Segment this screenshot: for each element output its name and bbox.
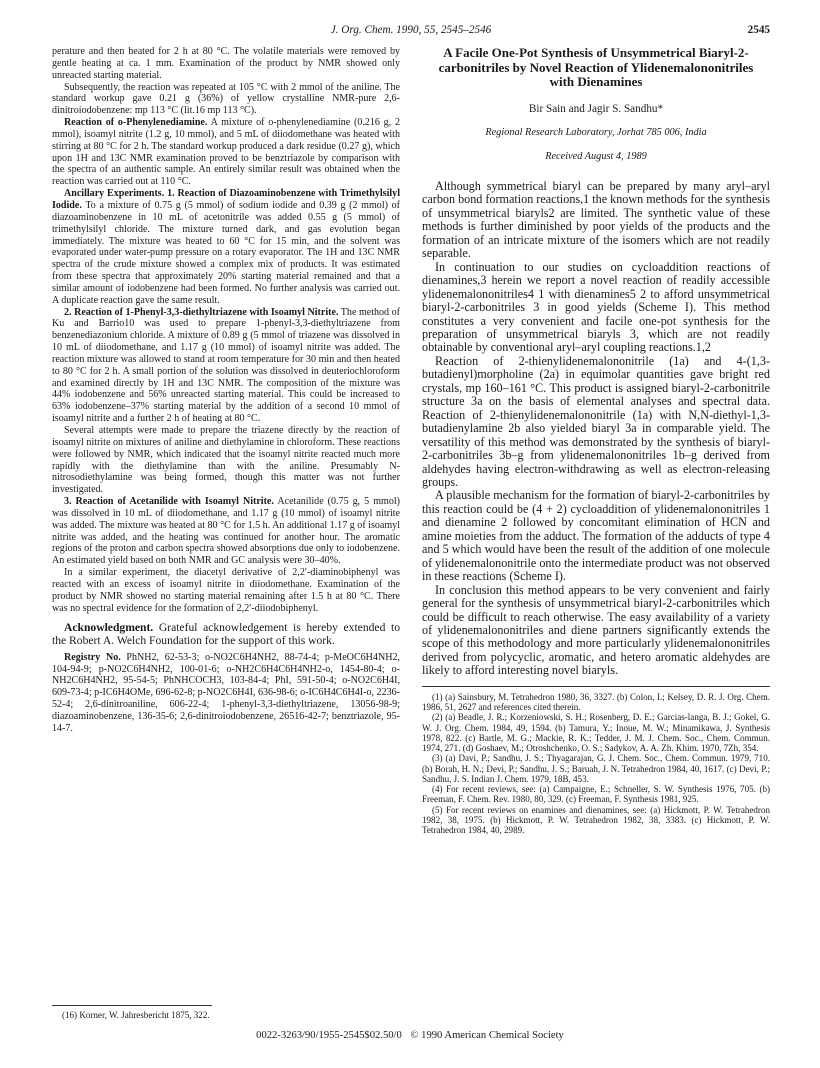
section-heading: 2. Reaction of 1-Phenyl-3,3-diethyltriazene with Isoamyl Nitrite. [64, 306, 339, 318]
page-number: 2545 [747, 24, 770, 36]
paragraph: Reaction of 2-thienylidenemalononitrile (1a) and 4-(1,3-butadienyl)morpholine (2a) in equimolar quantities gave bright red crystals, mp 160–161 °C. This product is assigned biaryl-2-carbonitrile structure 3a on the basis of elemental analyses and spectral data. Reaction of 2-thienylidenemalononitrile (1a) with N,N-diethyl-1,3-butadienylamine 2b also yielded biaryl 3a in comparable yield. The versatility of this method was demonstrated by the synthesis of biaryl-2-carbonitriles 3b–g from ylidenemalononitriles 1b–g derived from aldehydes having electron-withdrawing as well as electron-releasing groups. [422, 353, 770, 489]
section-text: To a mixture of 0.75 g (5 mmol) of sodium iodide and 0.39 g (2 mmol) of diazoaminobenzene in 10 mL of acetonitrile was added 0.55 g (5 mmol) of trimethylsilyl chloride. The mixture turned dark, and gas evolution began immediately. The mixture was heated to 60 °C for 15 min, and the solvent was evaporated under water-pump pressure on a rotary evaporator. The 1H and 13C NMR spectra of the crude mixture showed a complex mix of products. It was estimated from these spectra that approximately 20% starting material remained and that a similar amount of iodobenzene had been formed. No further analysis was carried out. A duplicate reaction gave the same result. [52, 199, 400, 306]
authors: Bir Sain and Jagir S. Sandhu* [528, 102, 664, 115]
footnote: (2) (a) Beadle, J. R.; Korzeniowski, S. H.; Rosenberg, D. E.; Garcias-langa, B. J.; Gokel, G. W. J. Org. Chem. 1984, 49, 1594. (b) Tamura, Y.; Inoue, M. W.; Minamikawa, J. Synthesis 1978, 822. (c) Bartle, M. G.; Mackie, R. K.; Tedder, J. M. J. Chem. Soc., Chem. Commun. 1974, 271. (d) Goshaev, M.; Otroshchenko, O. S.; Sadykov, A. A. Zh. Khim. 1970, 7Zh, 354. [422, 712, 770, 754]
section-heading: 3. Reaction of Acetanilide with Isoamyl Nitrite. [64, 496, 274, 508]
paragraph: Several attempts were made to prepare the triazene directly by the reaction of isoamyl nitrite on mixtures of aniline and diethylamine in chloroform. These reactions were followed by NMR, which indicated that the isoamyl nitrite reacted much more rapidly with the diethylamine than with the aniline. Presumably N-nitrosodiethylamine was being formed, though this matter was not further investigated. [52, 425, 400, 496]
left-footnote-area [52, 1005, 400, 1020]
paragraph: Although symmetrical biaryl can be prepared by many aryl–aryl carbon bond formation reactions,1 the known methods for the synthesis of unsymmetrical biaryls2 are limited. The synthetic value of these methods is further diminished by poor yields of the products and the formation of an intricate mixture of the isomers which are not readily separable. [422, 179, 770, 261]
paragraph: In continuation to our studies on cycloaddition reactions of dienamines,3 herein we report a novel reaction of readily accessible ylidenemalononitriles4 1 with dienamines5 2 to afford unsymmetrical biaryl-2-carbonitriles 3 in good yields (Scheme I). This method constitutes a very convenient and facile one-pot synthesis for the preparation of unsymmetrical biaryls 3, which are not readily obtainable by conventional aryl–aryl coupling reactions.1,2 [422, 259, 770, 355]
section-text: The method of Ku and Barrio10 was used to prepare 1-phenyl-3,3-diethyltriazene from benzenediazonium chloride. A mixture of 0.89 g (5 mmol of triazene was dissolved in 10 mL of diiodomethane, and 1.17 g (10 mmol) of isoamyl nitrite was added. The reaction mixture was allowed to stand at room temperature for 30 min and then heated to 80 °C for 2 h. A small portion of the solution was dissolved in deuteriochloroform and examined directly by 1H and 13C NMR. The composition of the mixture was 44% iodobenzene and 56% unreacted starting material. This could be increased to 63% iodobenzene–37% starting material by the addition of a second 10 mmol of isoamyl nitrite and a further 2 h of heating at 80 °C. [52, 306, 400, 425]
acknowledgment [52, 621, 400, 647]
page-footer [0, 1030, 820, 1041]
section-text: Acetanilide (0.75 g, 5 mmol) was dissolved in 10 mL of diiodomethane, and 1.17 g (10 mmol) of isoamyl nitrite was added. The mixture was heated at 80 °C for 1.5 h. An additional 1.17 g of isoamyl nitrite was added, and the heating was continued for another hour. The aromatic regions of the proton and carbon spectra showed absorptions due only to iodobenzene. An estimated yield based on both NMR and GC analysis were 30–40%. [52, 496, 400, 567]
running-header [52, 24, 770, 40]
section-text: A mixture of o-phenylenediamine (0.216 g, 2 mmol), isoamyl nitrite (1.2 g, 10 mmol), and 5 mL of diiodomethane was heated with stirring at 80 °C for 2 h. The standard workup produced a dark residue (0.27 g), which upon 1H and 13C NMR examination proved to be benztriazole by comparison with the spectra of an authentic sample. An entirely similar result was obtained when the reaction was carried out at 110 °C. [52, 117, 400, 188]
footnotes [422, 692, 770, 836]
footnote-divider [422, 686, 770, 687]
section-heading: Reaction of o-Phenylenediamine. [64, 117, 208, 129]
right-column [422, 46, 770, 835]
section-triazene [52, 307, 400, 425]
section-diazoaminobenzene [52, 188, 400, 306]
affiliation: Regional Research Laboratory, Jorhat 785 006, India [485, 127, 707, 139]
footnote: (3) (a) Davi, P.; Sandhu, J. S.; Thyagarajan, G. J. Chem. Soc., Chem. Commun. 1979, 710. (b) Borah, H. N.; Devi, P.; Sandhu, J. S.; Baruah, J. N. Tetrahedron 1984, 40, 1617. (c) Devi, P.; Sandhu, J. S. Indian J. Chem. 1979, 18B, 453. [422, 753, 770, 784]
acknowledgment-heading: Acknowledgment. [64, 620, 154, 634]
received-date: Received August 4, 1989 [545, 151, 647, 163]
footnote-divider [52, 1005, 212, 1006]
registry-heading: Registry No. [64, 651, 121, 663]
section-phenylenediamine [52, 117, 400, 188]
section-acetanilide [52, 496, 400, 567]
footnote: (16) Korner, W. Jahresbericht 1875, 322. [62, 1010, 210, 1020]
acknowledgment-text: Grateful acknowledgement is hereby extended to the Robert A. Welch Foundation for the support of this work. [52, 620, 400, 647]
registry-text: PhNH2, 62-53-3; o-NO2C6H4NH2, 88-74-4; p-MeOC6H4NH2, 104-94-9; p-NO2C6H4NH2, 100-01-6; o-NH2C6H4C6H4NH2-o, 1454-80-4; o-NH2C6H4NH2, 95-54-5; PhNHCOCH3, 103-84-4; PhI, 591-50-4; o-NO2C6H4I, 609-73-4; p-IC6H4OMe, 696-62-8; p-NO2C6H4I, 636-98-6; o-IC6H4C6H4I-o, 2236-52-4; 2,6-dinitroaniline, 606-22-4; 1-phenyl-3,3-diethyltriazene, 13056-98-9; diazoaminobenzene, 136-35-6; 2,6-dinitroiodobenzene, 26516-42-7; benztriazole, 95-14-7. [52, 651, 400, 734]
copyright: © 1990 American Chemical Society [410, 1030, 564, 1041]
paragraph: In conclusion this method appears to be very convenient and fairly general for the synthesis of unsymmetrical biaryl-2-carbonitriles which could be difficult to reach otherwise. The easy availability of a variety of ylidenemalononitriles and diene partners significantly extends the scope of this methodology and more particularly ylidenemalononitriles derived from polycyclic, aromatic, and hetero aromatic aldehydes are likely to afford interesting novel biaryls. [422, 582, 770, 678]
article-code: 0022-3263/90/1955-2545$02.50/0 [256, 1030, 402, 1041]
footnote: (4) For recent reviews, see: (a) Campaigne, E.; Schneller, S. W. Synthesis 1976, 705. (b) Freeman, F. Chem. Rev. 1980, 80, 329. (c) Freeman, F. Synthesis 1981, 925. [422, 784, 770, 805]
paragraph: A plausible mechanism for the formation of biaryl-2-carbonitriles by this reaction could be (4 + 2) cycloaddition of ylidenemalononitriles 1 and dienamine 2 followed by concomitant elimination of HCN and amine moieties from the adduct. The formation of the adducts of type 4 and 5 which would have been the result of the addition of one molecule of ylidenemalononitrile onto the intermediate product was not observed in these reactions (Scheme I). [422, 488, 770, 584]
paragraph: perature and then heated for 2 h at 80 °C. The volatile materials were removed by gentle heating at ca. 1 mm. Examination of the product by NMR showed only unreacted starting material. [52, 46, 400, 81]
registry-numbers [52, 652, 400, 735]
paragraph: In a similar experiment, the diacetyl derivative of 2,2′-diaminobiphenyl was reacted with an excess of isoamyl nitrite in diiodomethane. Examination of the product by NMR showed no starting material remaining after 1.5 h at 80 °C. There was no spectral evidence for the formation of 2,2′-diiodobiphenyl. [52, 567, 400, 614]
left-column [52, 46, 400, 735]
article-title: A Facile One-Pot Synthesis of Unsymmetrical Biaryl-2-carbonitriles by Novel Reaction of Ylidenemalononitriles with Dienamines [438, 45, 754, 89]
journal-citation: J. Org. Chem. 1990, 55, 2545–2546 [330, 24, 492, 36]
section-heading: Ancillary Experiments. 1. Reaction of Diazoaminobenzene with Trimethylsilyl Iodide. [52, 188, 400, 211]
footnote: (5) For recent reviews on enamines and dienamines, see: (a) Hickmott, P. W. Tetrahedron 1982, 38, 1975. (b) Hickmott, P. W. Tetrahedron 1982, 38, 3383. (c) Hickmott, P. W. Tetrahedron 1984, 40, 2989. [422, 804, 770, 836]
footnote: (1) (a) Sainsbury, M. Tetrahedron 1980, 36, 3327. (b) Colon, I.; Kelsey, D. R. J. Org. Chem. 1986, 51, 2627 and references cited therein. [422, 691, 770, 713]
article-body [422, 180, 770, 678]
paragraph: Subsequently, the reaction was repeated at 105 °C with 2 mmol of the aniline. The standard workup gave 0.21 g (36%) of yellow crystalline NMR-pure 2,6-dinitroiodobenzene: mp 113 °C (lit.16 mp 113 °C). [52, 81, 400, 117]
